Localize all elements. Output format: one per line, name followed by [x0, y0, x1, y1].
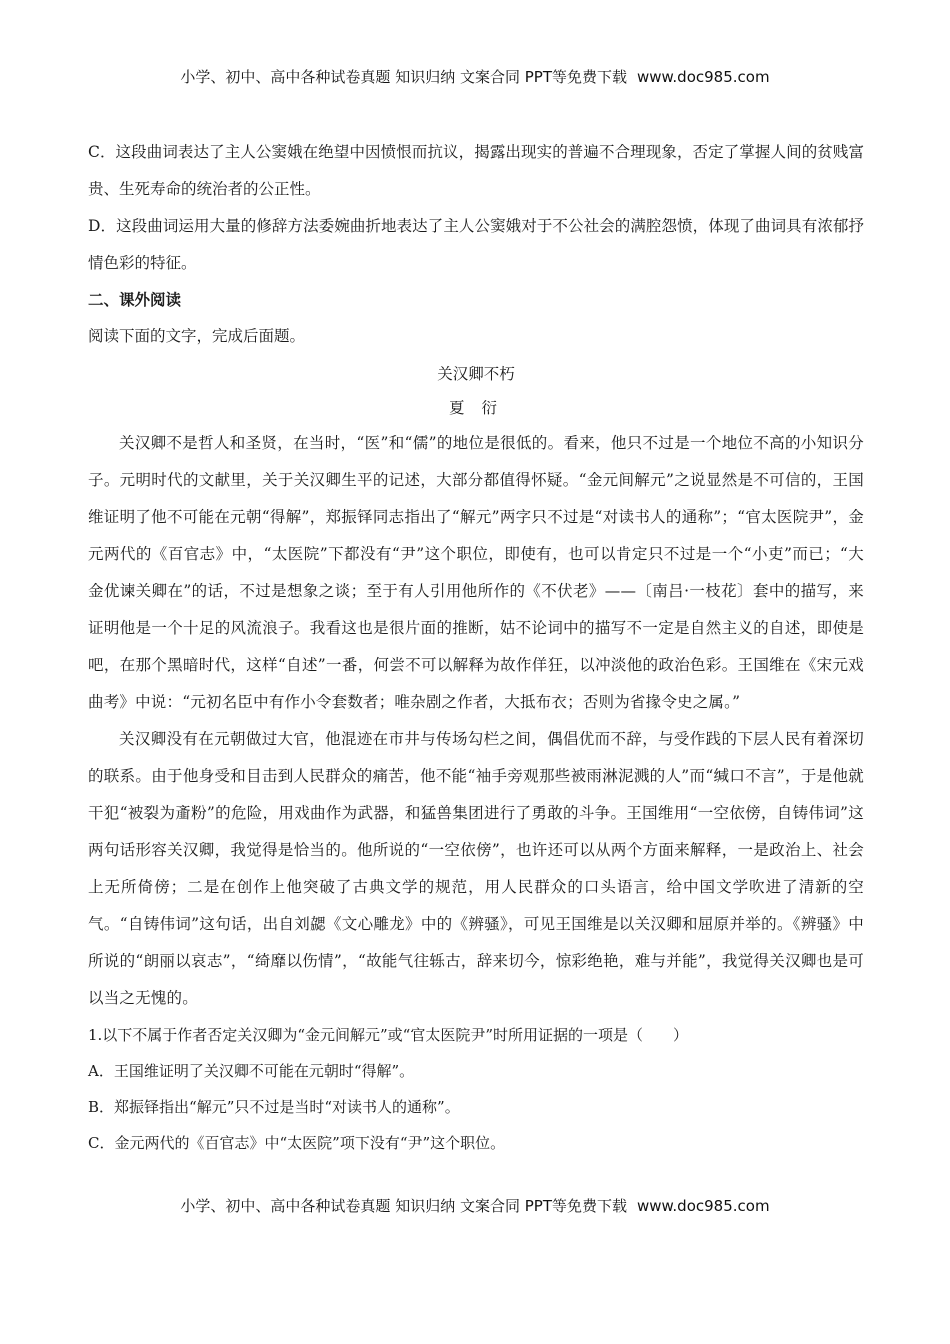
- question-1-stem: 1.以下不属于作者否定关汉卿为“金元间解元”或“官太医院尹”时所用证据的一项是（ ）: [88, 1026, 688, 1044]
- section-instruction: 阅读下面的文字，完成后面题。: [88, 327, 306, 345]
- article-title: 关汉卿不朽: [437, 365, 515, 383]
- top-banner-text: 小学、初中、高中各种试卷真题 知识归纳 文案合同 PPT等免费下载: [180, 68, 627, 86]
- article-body: [88, 425, 864, 1017]
- article-author: 夏 衍: [449, 399, 503, 417]
- document-body: [88, 134, 864, 1161]
- prev-option-d: D．这段曲词运用大量的修辞方法委婉曲折地表达了主人公窦娥对于不公社会的满腔怨愤，体现了曲词具有浓郁抒情色彩的特征。: [88, 217, 864, 272]
- question-1-option-c: C．金元两代的《百官志》中“太医院”项下没有“尹”这个职位。: [88, 1134, 506, 1152]
- prev-option-c: C．这段曲词表达了主人公窦娥在绝望中因愤恨而抗议，揭露出现实的普遍不合理现象，否定了掌握人间的贫贱富贵、生死寿命的统治者的公正性。: [88, 143, 864, 198]
- question-1-option-b: B．郑振铎指出“解元”只不过是当时“对读书人的通称”。: [88, 1098, 460, 1116]
- article-paragraph-1: 关汉卿不是哲人和圣贤，在当时，“医”和“儒”的地位是很低的。看来，他只不过是一个地位不高的小知识分子。元明时代的文献里，关于关汉卿生平的记述，大部分都值得怀疑。“金元间解元”之说显然是不可信的，王国维证明了他不可能在元朝“得解”，郑振铎同志指出了“解元”两字只不过是“对读书人的通称”；“官太医院尹”，金元两代的《百官志》中，“太医院”下都没有“尹”这个职位，即使有，也可以肯定只不过是一个“小吏”而已；“大金优谏关卿在”的话，不过是想象之谈；至于有人引用他所作的《不伏老》——〔南吕·一枝花〕套中的描写，来证明他是一个十足的风流浪子。我看这也是很片面的推断，姑不论词中的描写不一定是自然主义的自述，即使是吧，在那个黑暗时代，这样“自述”一番，何尝不可以解释为故作佯狂，以冲淡他的政治色彩。王国维在《宋元戏曲考》中说：“元初名臣中有作小令套数者；唯杂剧之作者，大抵布衣；否则为省掾令史之属。”: [88, 434, 864, 711]
- section-heading: 二、课外阅读: [88, 291, 182, 309]
- bottom-banner-text: 小学、初中、高中各种试卷真题 知识归纳 文案合同 PPT等免费下载: [180, 1197, 627, 1215]
- bottom-banner-url[interactable]: www.doc985.com: [636, 1197, 770, 1215]
- question-1-option-a: A．王国维证明了关汉卿不可能在元朝时“得解”。: [88, 1062, 415, 1080]
- top-banner: [0, 66, 950, 87]
- top-banner-url[interactable]: www.doc985.com: [636, 68, 770, 86]
- article-paragraph-2: 关汉卿没有在元朝做过大官，他混迹在市井与传场勾栏之间，偶倡优而不辞，与受作践的下层人民有着深切的联系。由于他身受和目击到人民群众的痛苦，他不能“袖手旁观那些被雨淋泥溅的人”而“缄口不言”，于是他就干犯“被裂为齑粉”的危险，用戏曲作为武器，和猛兽集团进行了勇敢的斗争。王国维用“一空依傍，自铸伟词”这两句话形容关汉卿，我觉得是恰当的。他所说的“一空依傍”，也许还可以从两个方面来解释，一是政治上、社会上无所倚傍；二是在创作上他突破了古典文学的规范，用人民群众的口头语言，给中国文学吹进了清新的空气。“自铸伟词”这句话，出自刘勰《文心雕龙》中的《辨骚》，可见王国维是以关汉卿和屈原并举的。《辨骚》中所说的“朗丽以哀志”，“绮靡以伤情”，“故能气往轹古，辞来切今，惊彩绝艳，难与并能”，我觉得关汉卿也是可以当之无愧的。: [88, 730, 864, 1007]
- bottom-banner: [0, 1195, 950, 1216]
